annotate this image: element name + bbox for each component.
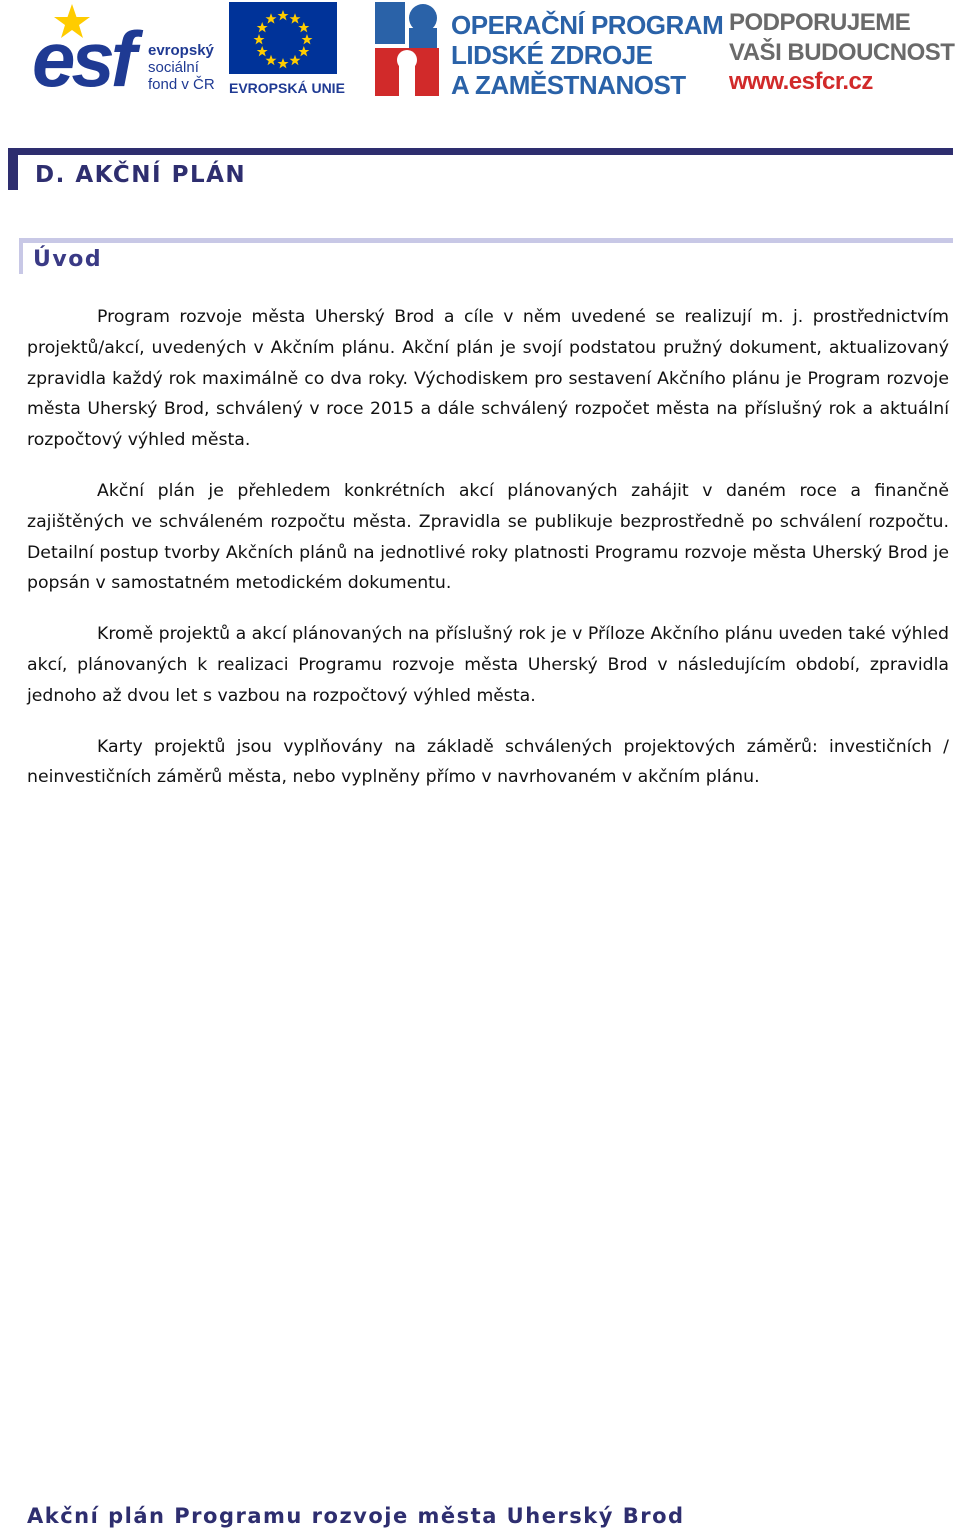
paragraph-3: Kromě projektů a akcí plánovaných na příslušný rok je v Příloze Akčního plánu uveden také výhled akcí, plánovaných k realizaci Programu rozvoje města Uherský Brod v následujícím období, zpravidla jednoho až dvou let s vazbou na rozpočtový výhled města.	[27, 624, 949, 706]
op-lzz-title	[451, 10, 723, 100]
eu-stars-icon	[229, 2, 337, 74]
op-line1: OPERAČNÍ PROGRAM	[451, 10, 724, 40]
logo-bar	[0, 0, 960, 110]
paragraph-1: Program rozvoje města Uherský Brod a cíle v něm uvedené se realizují m. j. prostřednictvím projektů/akcí, uvedených v Akčním plánu. Akční plán je svojí podstatou pružný dokument, aktualizovaný zpravidla každý rok maximálně co dva roky. Východiskem pro sestavení Akčního plánu je Program rozvoje města Uherský Brod, schválený v roce 2015 a dále schválený rozpočet města na příslušný rok a aktuální rozpočtový výhled města.	[27, 307, 949, 451]
slogan-line1: PODPORUJEME	[729, 9, 911, 36]
esf-caption-line2: sociální	[148, 59, 199, 76]
eu-logo	[229, 2, 345, 98]
page-footer: Akční plán Programu rozvoje města Uherský Brod	[27, 1504, 685, 1528]
esf-caption-line1: evropský	[148, 42, 214, 59]
slogan-url: www.esfcr.cz	[729, 68, 873, 95]
slogan-block	[729, 8, 957, 100]
eu-caption: EVROPSKÁ UNIE	[229, 80, 345, 96]
section-heading-bar	[8, 148, 953, 190]
op-lzz-logo	[375, 2, 724, 100]
subsection-heading-bar	[19, 238, 953, 274]
puzzle-figure-icon	[375, 2, 439, 96]
paragraph-4: Karty projektů jsou vyplňovány na základě schválených projektových záměrů: investičních / neinvestičních záměrů města, nebo vyplněny přímo v navrhovaném v akčním plánu.	[27, 736, 949, 788]
op-line3: A ZAMĚSTNANOST	[451, 70, 686, 100]
esf-logo	[32, 2, 218, 103]
op-line2: LIDSKÉ ZDROJE	[451, 40, 653, 70]
subsection-heading: Úvod	[33, 247, 103, 272]
esf-caption	[148, 42, 215, 93]
body-text	[27, 302, 949, 813]
eu-flag-icon	[229, 2, 337, 74]
paragraph-2: Akční plán je přehledem konkrétních akcí plánovaných zahájit v daném roce a finančně zajištěných ve schváleném rozpočtu města. Zpravidla se publikuje bezprostředně po schválení rozpočtu. Detailní postup tvorby Akčních plánů na jednotlivé roky platnosti Programu rozvoje města Uherský Brod je popsán v samostatném metodickém dokumentu.	[27, 480, 949, 594]
slogan-line2: VAŠI BUDOUCNOST	[729, 39, 955, 66]
section-heading: D. AKČNÍ PLÁN	[35, 162, 247, 188]
esf-caption-line3: fond v ČR	[148, 76, 215, 93]
esf-wordmark: esf	[32, 15, 133, 103]
